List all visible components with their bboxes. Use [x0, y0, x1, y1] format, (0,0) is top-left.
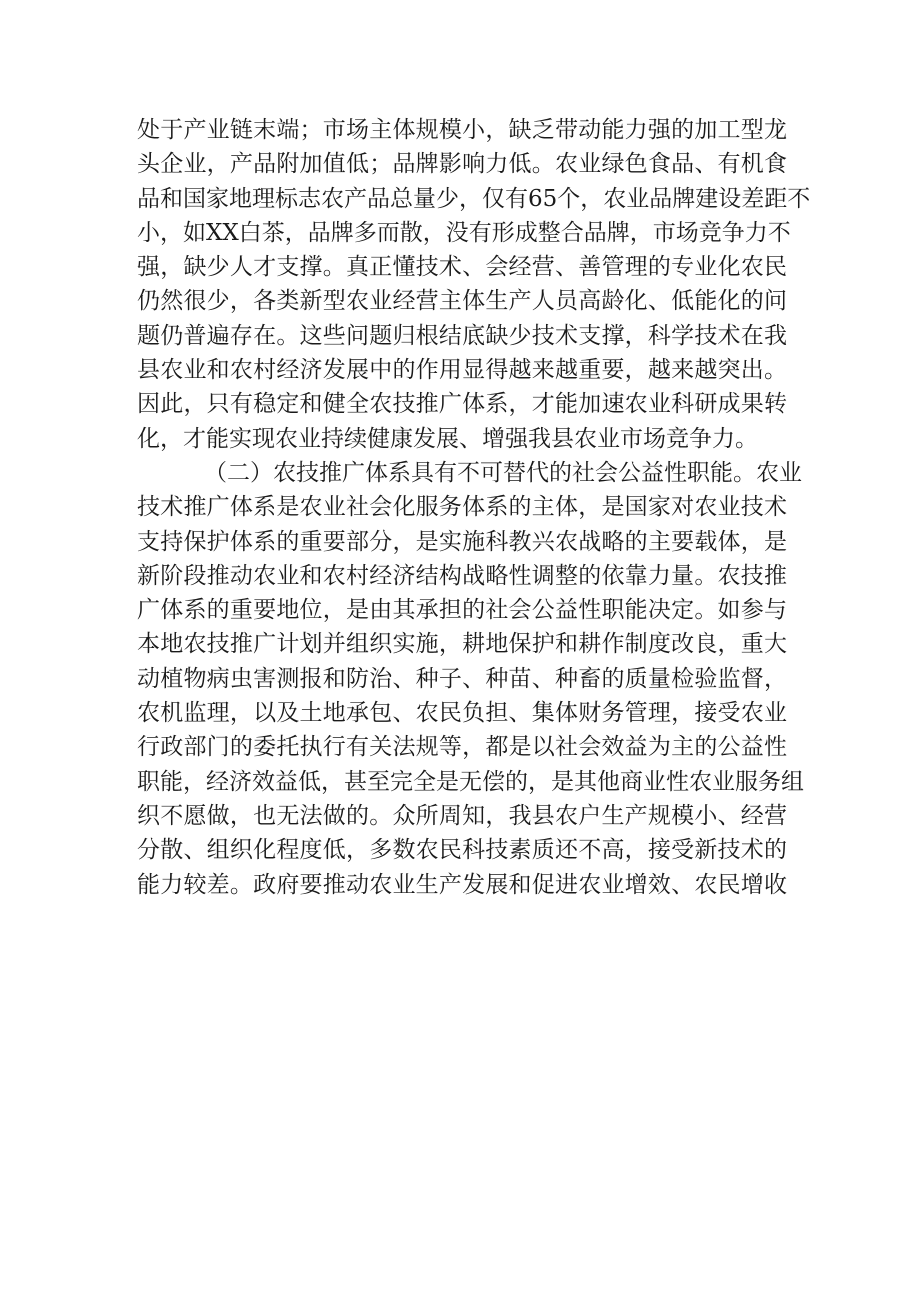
text-line: 广体系的重要地位，是由其承担的社会公益性职能决定。如参与	[137, 597, 787, 624]
paragraph-continued	[137, 113, 811, 456]
text-line: 新阶段推动农业和农村经济结构战略性调整的依靠力量。农技推	[137, 562, 787, 589]
text-line: 仍然很少，各类新型农业经营主体生产人员高龄化、低能化的问	[137, 288, 787, 315]
text-line: 强，缺少人才支撑。真正懂技术、会经营、善管理的专业化农民	[137, 254, 787, 281]
text-line: 织不愿做，也无法做的。众所周知，我县农户生产规模小、经营	[137, 802, 787, 829]
text-line: 处于产业链末端；市场主体规模小，缺乏带动能力强的加工型龙	[137, 117, 787, 143]
text-line: 能力较差。政府要推动农业生产发展和促进农业增效、农民增收	[137, 871, 787, 898]
section-heading-line: （二）农技推广体系具有不可替代的社会公益性职能。农业	[204, 459, 802, 486]
text-line: 小，如XX白茶，品牌多而散，没有形成整合品牌，市场竞争力不	[137, 219, 791, 246]
text-line: 分散、组织化程度低，多数农民科技素质还不高，接受新技术的	[137, 837, 787, 864]
text-line: 职能，经济效益低，甚至完全是无偿的，是其他商业性农业服务组	[137, 768, 804, 795]
text-line: 因此，只有稳定和健全农技推广体系，才能加速农业科研成果转	[137, 391, 787, 418]
text-line: 农机监理，以及土地承包、农民负担、集体财务管理，接受农业	[137, 700, 787, 727]
text-line: 化，才能实现农业持续健康发展、增强我县农业市场竞争力。	[137, 425, 758, 452]
text-line: 头企业，产品附加值低；品牌影响力低。农业绿色食品、有机食	[137, 151, 787, 178]
text-line: 支持保护体系的重要部分，是实施科教兴农战略的主要载体，是	[137, 528, 787, 555]
text-line: 县农业和农村经济发展中的作用显得越来越重要，越来越突出。	[137, 357, 787, 384]
text-line: 动植物病虫害测报和防治、种子、种苗、种畜的质量检验监督，	[137, 665, 787, 692]
text-line: 本地农技推广计划并组织实施，耕地保护和耕作制度改良，重大	[137, 631, 787, 658]
text-line: 题仍普遍存在。这些问题归根结底缺少技术支撑，科学技术在我	[137, 322, 787, 349]
text-line: 品和国家地理标志农产品总量少，仅有65个，农业品牌建设差距不	[137, 185, 811, 212]
text-line: 行政部门的委托执行有关法规等，都是以社会效益为主的公益性	[137, 734, 787, 761]
document-body	[137, 113, 811, 902]
paragraph-section-two	[137, 456, 804, 902]
text-line: 技术推广体系是农业社会化服务体系的主体，是国家对农业技术	[137, 494, 787, 521]
